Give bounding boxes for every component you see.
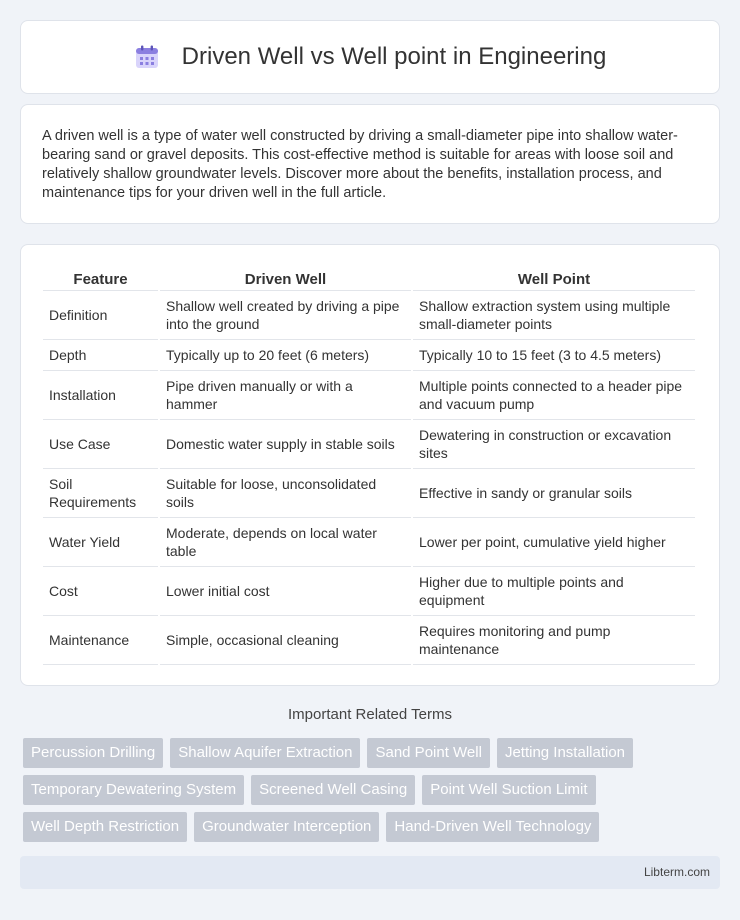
well-point-cell: Effective in sandy or granular soils (413, 469, 695, 518)
feature-cell: Water Yield (43, 518, 158, 567)
related-term-tag[interactable]: Well Depth Restriction (23, 812, 187, 842)
driven-well-cell: Moderate, depends on local water table (160, 518, 411, 567)
column-header-feature: Feature (43, 265, 158, 291)
related-term-tag[interactable]: Point Well Suction Limit (422, 775, 595, 805)
related-term-tag[interactable]: Screened Well Casing (251, 775, 415, 805)
header-card (20, 20, 720, 94)
well-point-cell: Higher due to multiple points and equipment (413, 567, 695, 616)
related-term-tag[interactable]: Hand-Driven Well Technology (386, 812, 599, 842)
comparison-table (41, 265, 697, 665)
table-row (43, 469, 695, 518)
footer (20, 856, 720, 889)
driven-well-cell: Simple, occasional cleaning (160, 616, 411, 665)
driven-well-cell: Shallow well created by driving a pipe into the ground (160, 291, 411, 340)
driven-well-cell: Domestic water supply in stable soils (160, 420, 411, 469)
driven-well-cell: Typically up to 20 feet (6 meters) (160, 340, 411, 371)
intro-paragraph: A driven well is a type of water well constructed by driving a small-diameter pipe into shallow water-bearing sand or gravel deposits. This cost-effective method is suitable for areas with loose soil and relatively shallow groundwater levels. Discover more about the benefits, installation process, and maintenance tips for your driven well in the full article. (42, 128, 678, 201)
calendar-icon (134, 44, 160, 70)
driven-well-cell: Pipe driven manually or with a hammer (160, 371, 411, 420)
column-header-well-point: Well Point (413, 265, 695, 291)
page-title: Driven Well vs Well point in Engineering (181, 43, 607, 70)
table-row (43, 340, 695, 371)
well-point-cell: Shallow extraction system using multiple small-diameter points (413, 291, 695, 340)
related-term-tag[interactable]: Temporary Dewatering System (23, 775, 244, 805)
table-row (43, 616, 695, 665)
intro-card (20, 104, 720, 224)
well-point-cell: Dewatering in construction or excavation sites (413, 420, 695, 469)
feature-cell: Cost (43, 567, 158, 616)
table-row (43, 567, 695, 616)
feature-cell: Installation (43, 371, 158, 420)
table-row (43, 518, 695, 567)
well-point-cell: Lower per point, cumulative yield higher (413, 518, 695, 567)
column-header-driven-well: Driven Well (160, 265, 411, 291)
well-point-cell: Requires monitoring and pump maintenance (413, 616, 695, 665)
table-row (43, 291, 695, 340)
footer-brand-link[interactable]: Libterm.com (643, 865, 710, 879)
related-term-tag[interactable]: Shallow Aquifer Extraction (170, 738, 360, 768)
well-point-cell: Typically 10 to 15 feet (3 to 4.5 meters) (413, 340, 695, 371)
driven-well-cell: Lower initial cost (160, 567, 411, 616)
comparison-card (20, 244, 720, 686)
feature-cell: Definition (43, 291, 158, 340)
feature-cell: Depth (43, 340, 158, 371)
title-wrap (134, 43, 607, 71)
well-point-cell: Multiple points connected to a header pipe and vacuum pump (413, 371, 695, 420)
feature-cell: Soil Requirements (43, 469, 158, 518)
related-term-tag[interactable]: Sand Point Well (367, 738, 489, 768)
table-row (43, 420, 695, 469)
related-terms-list (23, 738, 703, 842)
feature-cell: Use Case (43, 420, 158, 469)
related-terms-heading: Important Related Terms (288, 706, 452, 723)
table-row (43, 371, 695, 420)
driven-well-cell: Suitable for loose, unconsolidated soils (160, 469, 411, 518)
related-term-tag[interactable]: Groundwater Interception (194, 812, 379, 842)
related-term-tag[interactable]: Percussion Drilling (23, 738, 163, 768)
table-header-row (43, 265, 695, 291)
feature-cell: Maintenance (43, 616, 158, 665)
related-term-tag[interactable]: Jetting Installation (497, 738, 633, 768)
